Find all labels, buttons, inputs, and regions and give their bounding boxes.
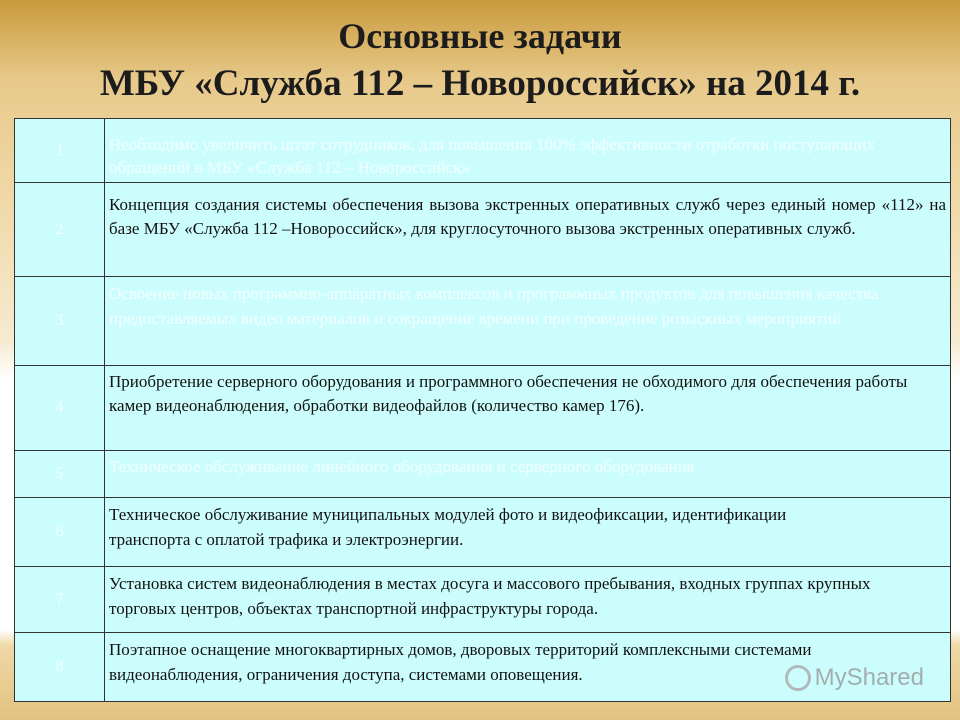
- task-number: 6: [15, 498, 105, 566]
- task-row-7: [14, 566, 951, 633]
- title-line-2: МБУ «Служба 112 – Новороссийск» на 2014 г.: [99, 63, 861, 104]
- task-row-1: [14, 118, 951, 183]
- task-row-5: [14, 450, 951, 498]
- slide-title: [0, 12, 960, 108]
- task-number: 1: [15, 119, 105, 182]
- task-text: Установка систем видеонаблюдения в местах досуга и массового пребывания, входных группах крупных торговых центров, объектах транспортной инфраструктуры города.: [109, 574, 871, 618]
- task-number: 8: [15, 633, 105, 701]
- task-number: 3: [15, 277, 105, 365]
- task-text: Поэтапное оснащение многоквартирных домов, дворовых территорий комплексными системами видеонаблюдения, ограничения доступа, системами оповещения.: [109, 640, 812, 684]
- task-text: Техническое обслуживание линейного оборудования и серверного оборудования: [109, 457, 695, 476]
- watermark-logo-icon: [785, 665, 811, 691]
- task-text: Приобретение серверного оборудования и программного обеспечения не обходимого для обеспечения работы камер видеонаблюдения, обработки видеофайлов (количество камер 176).: [109, 372, 908, 415]
- task-row-6: [14, 497, 951, 567]
- watermark: [785, 664, 924, 692]
- task-number: 4: [15, 366, 105, 450]
- task-row-2: [14, 182, 951, 277]
- task-row-3: [14, 276, 951, 366]
- task-text: Техническое обслуживание муниципальных модулей фото и видеофиксации, идентификации транспорта с оплатой трафика и электроэнергии.: [109, 505, 787, 549]
- task-text: Необходимо увеличить штат сотрудников, для повышения 100% эффективности отработки поступающих обращений в МБУ «Служба 112 – Новороссийск»: [109, 135, 875, 177]
- task-number: 5: [15, 451, 105, 497]
- task-number: 7: [15, 567, 105, 632]
- task-number: 2: [15, 183, 105, 276]
- title-line-1: Основные задачи: [338, 16, 622, 56]
- task-row-4: [14, 365, 951, 451]
- task-text: Освоение новых программно-аппаратных комплексов и программных продуктов для повышения качества предоставляемых видео материалов и сокращение времени при проведение розыскных мероприятий: [109, 284, 879, 328]
- watermark-text: MyShared: [814, 664, 924, 691]
- task-text: Концепция создания системы обеспечения вызова экстренных оперативных служб через единый номер «112» на базе МБУ «Служба 112 –Новороссийск», для круглосуточного вызова экстренных оперативных служб.: [109, 195, 946, 238]
